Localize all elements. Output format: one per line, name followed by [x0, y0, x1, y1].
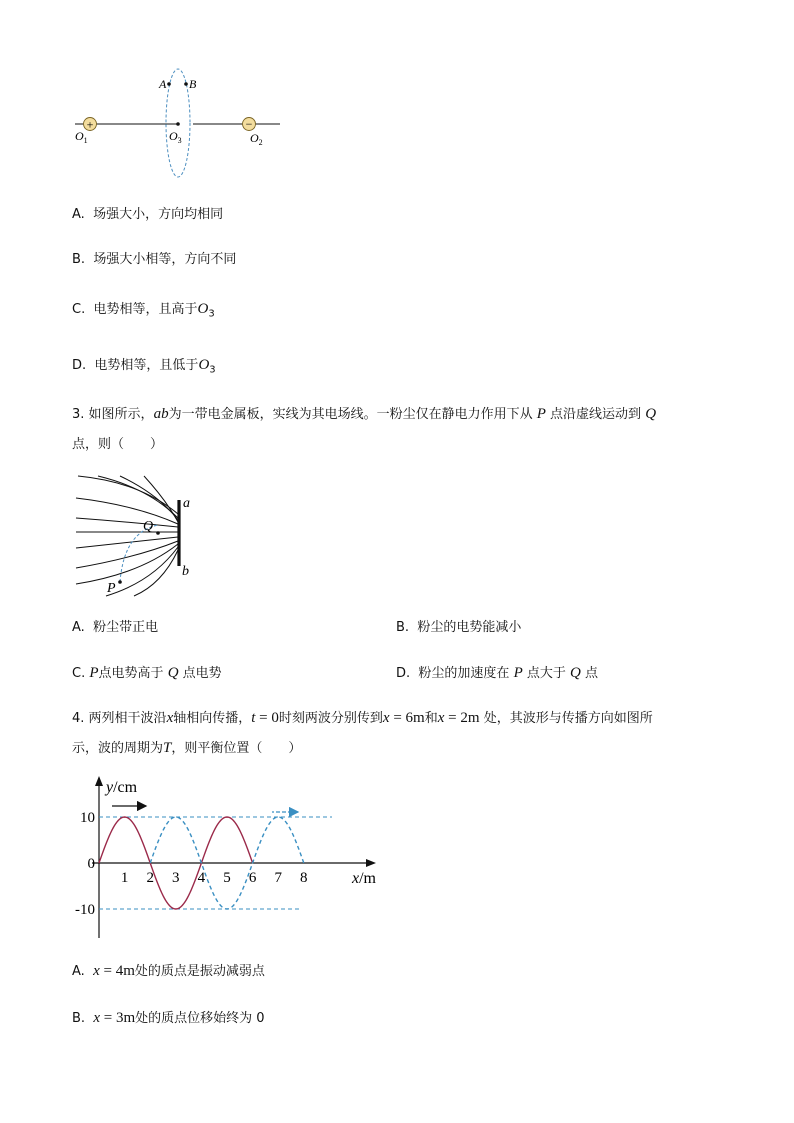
- x-tick-label: 5: [223, 870, 231, 886]
- q4-stem-line2: 示，波的周期为T，则平衡位置（ ）: [72, 740, 302, 756]
- x-tick-label: 7: [274, 870, 282, 886]
- q3-option-a[interactable]: A. 粉尘带正电: [72, 620, 159, 635]
- q2-option-a[interactable]: A. 场强大小，方向均相同: [72, 207, 224, 222]
- y-tick-label: -10: [75, 902, 95, 918]
- x-tick-label: 6: [248, 870, 257, 886]
- wave-chart: [70, 770, 390, 945]
- q2-option-c[interactable]: C. 电势相等，且高于$O_3$: [72, 301, 215, 320]
- point-O3: [176, 122, 180, 126]
- q3-stem-line1: 3. 如图所示，ab为一带电金属板，实线为其电场线。一粉尘仅在静电力作用下从 P 点沿虚线运动到 Q: [72, 406, 657, 422]
- q2-option-d[interactable]: D. 电势相等，且低于$O_3$: [72, 357, 216, 376]
- point-A: [167, 82, 171, 86]
- label-O2: $O_2$: [250, 131, 263, 147]
- x-tick-label: 4: [197, 870, 206, 886]
- point-Q: [156, 531, 160, 535]
- q2-option-b[interactable]: B. 场强大小相等，方向不同: [72, 252, 237, 267]
- y-axis-label: y/cm: [106, 779, 138, 796]
- chart-layer: [75, 776, 376, 938]
- label-plate-b: b: [182, 564, 189, 579]
- figure-charges-ring: [70, 60, 290, 185]
- label-Q: Q: [143, 519, 154, 534]
- minus-sign: −: [245, 117, 253, 131]
- point-P: [118, 580, 122, 584]
- label-plate-a: a: [183, 496, 190, 511]
- q4-option-b[interactable]: B. x = 3m处的质点位移始终为 0: [72, 1010, 265, 1026]
- x-tick-label: 2: [146, 870, 154, 886]
- figure-metal-plate-field: [70, 472, 210, 600]
- x-axis-label: x/m: [352, 870, 376, 887]
- q3-stem-line2: 点，则（ ）: [72, 437, 164, 452]
- x-tick-label: 1: [120, 870, 129, 886]
- q4-option-a[interactable]: A. x = 4m处的质点是振动减弱点: [72, 963, 265, 979]
- label-O1: $O_1$: [75, 129, 88, 145]
- q3-option-d[interactable]: D. 粉尘的加速度在 P 点大于 Q 点: [396, 665, 599, 681]
- y-tick-label: 10: [80, 810, 95, 826]
- q4-stem-line1: 4. 两列相干波沿x轴相向传播，t = 0时刻两波分别传到x = 6m和x = 2m 处，其波形与传播方向如图所: [72, 710, 653, 726]
- x-tick-label: 3: [172, 870, 180, 886]
- label-P: P: [107, 581, 116, 596]
- label-A: A: [159, 77, 167, 91]
- y-tick-label: 0: [87, 856, 95, 872]
- q3-option-b[interactable]: B. 粉尘的电势能减小: [396, 620, 522, 635]
- q3-option-c[interactable]: C. P点电势高于 Q 点电势: [72, 665, 222, 681]
- x-tick-label: 8: [300, 870, 308, 886]
- label-B: B: [189, 77, 197, 91]
- x-axis-arrowhead: [366, 859, 376, 867]
- label-O3: $O_3$: [169, 129, 182, 145]
- y-axis-arrowhead: [95, 776, 103, 786]
- plus-sign: +: [86, 117, 94, 132]
- point-B: [184, 82, 188, 86]
